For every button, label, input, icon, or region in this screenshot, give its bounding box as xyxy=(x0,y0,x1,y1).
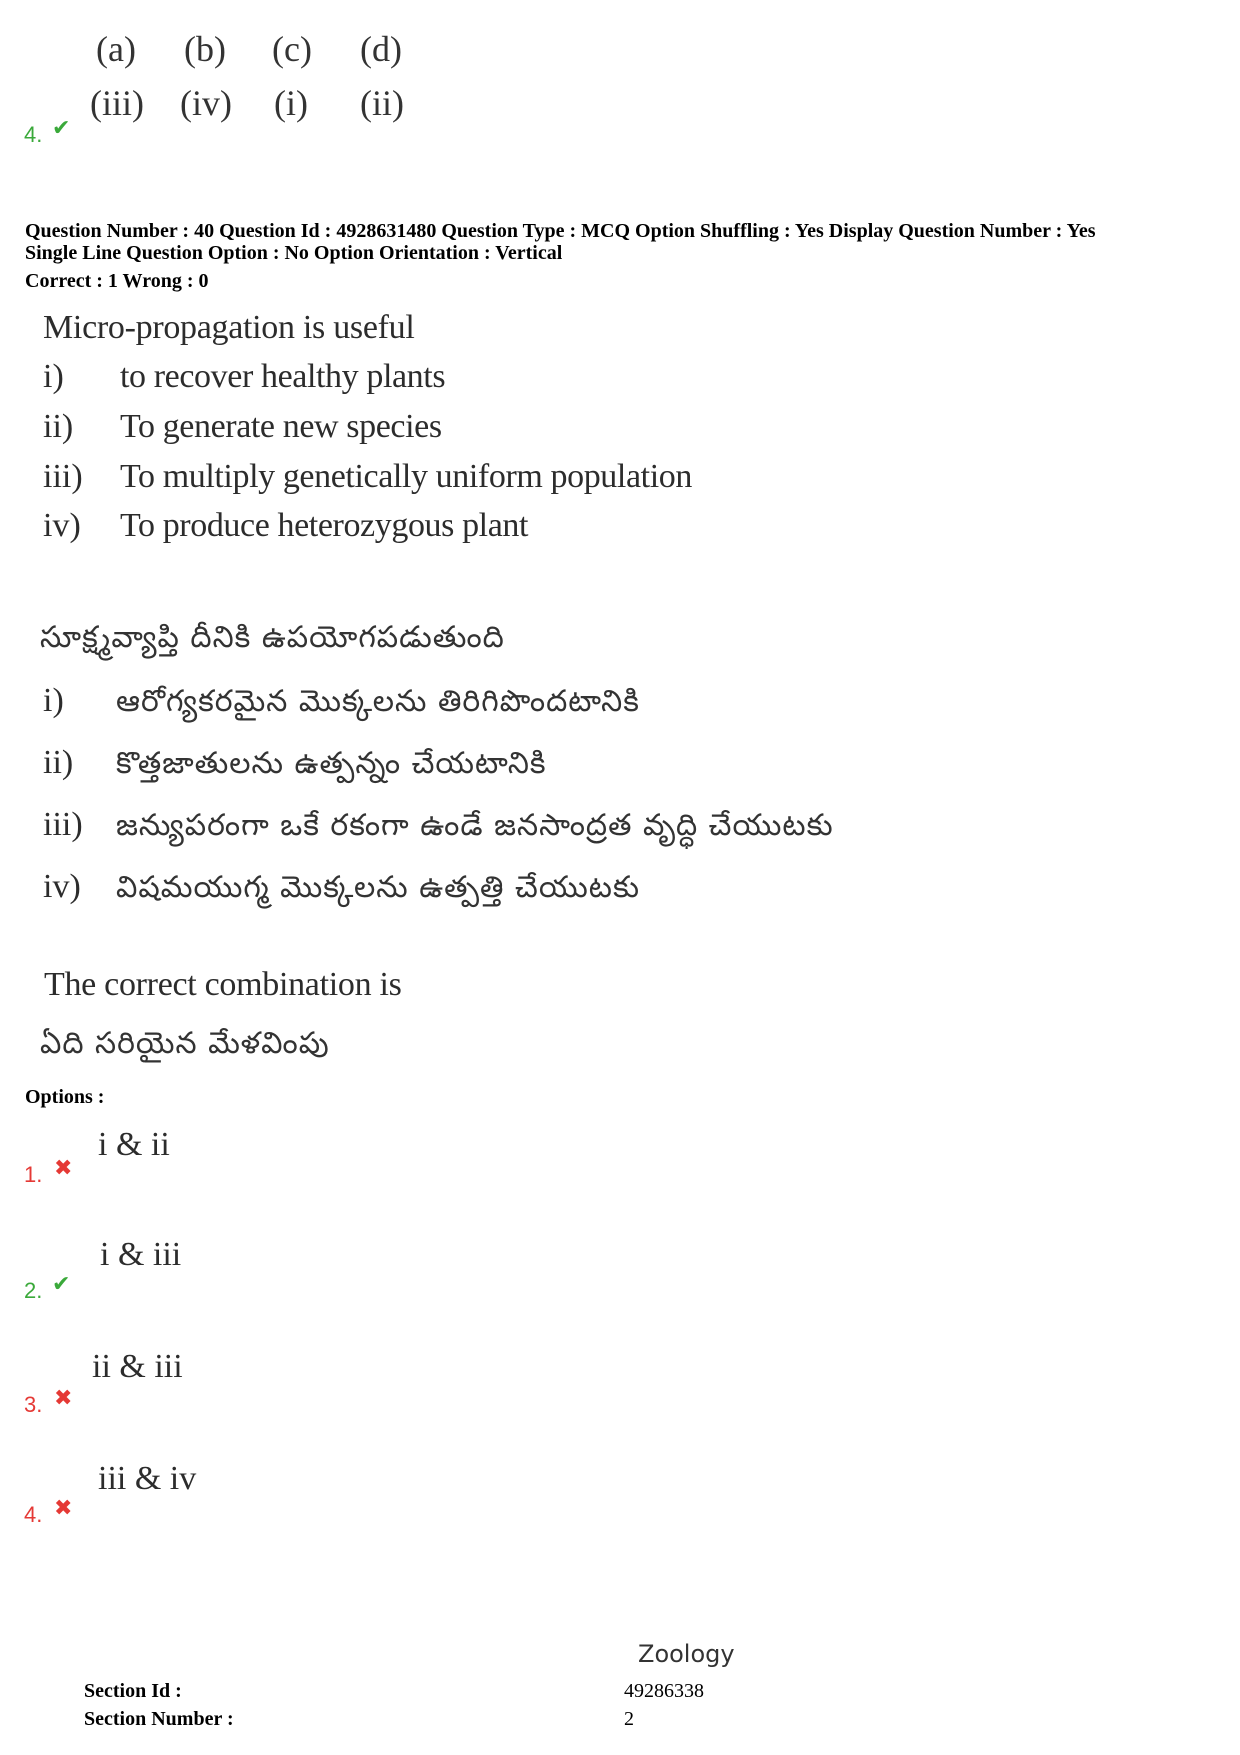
question-item-en xyxy=(43,458,83,496)
option-text: iii & iv xyxy=(98,1460,197,1497)
option-number: 1. xyxy=(24,1162,43,1187)
cross-mark-icon: ✖ xyxy=(54,1496,73,1521)
item-text: to recover healthy plants xyxy=(120,358,446,395)
section-id-value: 49286338 xyxy=(624,1680,704,1702)
grid-header: (c) xyxy=(272,29,312,69)
item-roman: iii) xyxy=(43,458,83,495)
item-text-te: ఆరోగ్యకరమైన మొక్కలను తిరిగిపొందటానికి xyxy=(116,684,640,719)
question-meta-line-1: Question Number : 40 Question Id : 4928631480 Question Type : MCQ Option Shuffling : Yes Display Question Number : Yes xyxy=(25,220,1096,242)
previous-option-number: 4. xyxy=(24,122,43,147)
grid-value: (i) xyxy=(274,83,308,123)
item-roman: iv) xyxy=(43,507,81,544)
option-1[interactable] xyxy=(0,1120,600,1200)
question-item-en xyxy=(43,408,73,446)
grid-value: (ii) xyxy=(360,83,404,123)
item-text-te: విషమయుగ్మ మొక్కలను ఉత్పత్తి చేయుటకు xyxy=(116,870,640,905)
option-number: 4. xyxy=(24,1502,43,1527)
question-item-en xyxy=(43,358,64,396)
item-text: To generate new species xyxy=(120,408,442,445)
item-roman: iii) xyxy=(43,806,83,843)
grid-value: (iii) xyxy=(90,83,144,123)
grid-value: (iv) xyxy=(180,83,232,123)
item-text: To multiply genetically uniform population xyxy=(120,458,692,495)
section-id-label: Section Id : xyxy=(84,1680,182,1702)
question-item-en xyxy=(43,507,81,545)
options-label: Options : xyxy=(25,1086,105,1108)
item-roman: iv) xyxy=(43,868,81,905)
question-prompt-te: ఏది సరియైన మేళవింపు xyxy=(40,1026,330,1061)
option-text: ii & iii xyxy=(92,1348,183,1385)
check-mark-icon: ✔ xyxy=(52,1272,71,1297)
option-3[interactable] xyxy=(0,1344,600,1424)
item-text-te: కొత్తజాతులను ఉత్పన్నం చేయటానికి xyxy=(116,746,547,781)
option-text: i & iii xyxy=(100,1236,182,1273)
item-roman: ii) xyxy=(43,408,74,445)
question-stem-te: సూక్ష్మవ్యాప్తి దీనికి ఉపయోగపడుతుంది xyxy=(40,620,505,655)
section-number-label: Section Number : xyxy=(84,1708,234,1730)
option-2[interactable] xyxy=(0,1232,600,1312)
section-subject: Zoology xyxy=(638,1640,735,1668)
option-text: i & ii xyxy=(98,1126,170,1163)
check-mark-icon: ✔ xyxy=(52,116,71,141)
option-number: 3. xyxy=(24,1392,43,1417)
question-meta-line-2: Single Line Question Option : No Option Orientation : Vertical xyxy=(25,242,563,264)
grid-header: (a) xyxy=(96,29,136,69)
grid-header: (d) xyxy=(360,29,402,69)
cross-mark-icon: ✖ xyxy=(54,1386,73,1411)
cross-mark-icon: ✖ xyxy=(54,1156,73,1181)
option-4[interactable] xyxy=(0,1456,600,1536)
question-prompt-en: The correct combination is xyxy=(44,966,402,1003)
option-number: 2. xyxy=(24,1278,43,1303)
item-roman: i) xyxy=(43,358,64,395)
item-roman: i) xyxy=(43,682,64,719)
item-text: To produce heterozygous plant xyxy=(120,507,529,544)
question-stem-en: Micro-propagation is useful xyxy=(43,309,415,346)
section-number-value: 2 xyxy=(624,1708,634,1730)
question-marks: Correct : 1 Wrong : 0 xyxy=(25,270,209,292)
grid-header: (b) xyxy=(184,29,226,69)
item-text-te: జన్యుపరంగా ఒకే రకంగా ఉండే జనసాంద్రత వృద్ధి చేయుటకు xyxy=(116,808,834,843)
previous-answer-grid xyxy=(88,28,468,138)
item-roman: ii) xyxy=(43,744,74,781)
